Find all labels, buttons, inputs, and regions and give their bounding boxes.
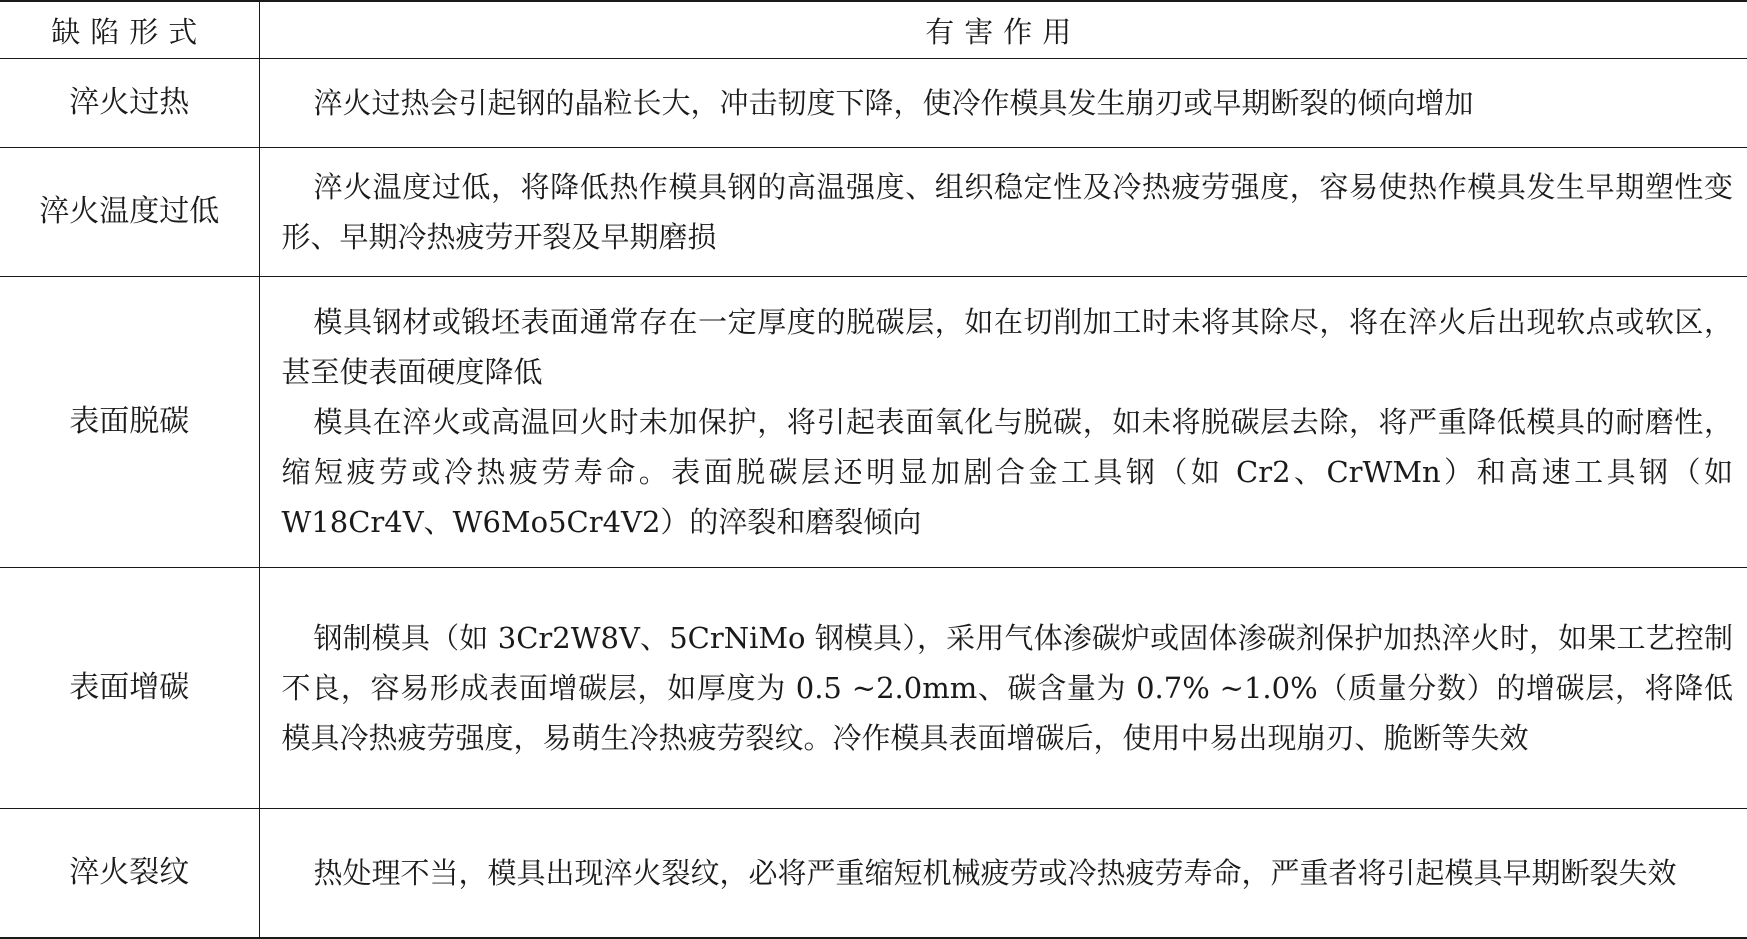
table-body (0, 59, 1747, 939)
header-row (0, 1, 1747, 59)
effect-cell (259, 568, 1747, 809)
effect-text: 热处理不当，模具出现淬火裂纹，必将严重缩短机械疲劳或冷热疲劳寿命，严重者将引起模具早期断裂失效 (313, 856, 1677, 890)
effect-text: 淬火过热会引起钢的晶粒长大，冲击韧度下降，使冷作模具发生崩刃或早期断裂的倾向增加 (313, 86, 1474, 120)
table-row (0, 277, 1747, 568)
defect-cell (0, 568, 259, 809)
effect-text: 钢制模具（如 3Cr2W8V、5CrNiMo 钢模具），采用气体渗碳炉或固体渗碳剂保护加热淬火时，如果工艺控制不良，容易形成表面增碳层，如厚度为 0.5 ~2.0mm、碳含量为 0.7% ~1.0%（质量分数）的增碳层，将降低模具冷热疲劳强度，易萌生冷热疲劳裂纹。冷作模具表面增碳后，使用中易出现崩刃、脆断等失效 (281, 621, 1733, 755)
defect-name: 淬火裂纹 (69, 855, 190, 890)
defect-cell (0, 59, 259, 148)
defect-cell (0, 809, 259, 939)
header-harmful-effect: 有害作用 (259, 1, 1747, 59)
defect-name: 表面增碳 (69, 670, 190, 705)
effect-cell (259, 148, 1747, 277)
table-row (0, 59, 1747, 148)
table-row (0, 148, 1747, 277)
effect-text: 模具钢材或锻坯表面通常存在一定厚度的脱碳层，如在切削加工时未将其除尽，将在淬火后出现软点或软区，甚至使表面硬度降低 (281, 305, 1733, 389)
effect-text: 模具在淬火或高温回火时未加保护，将引起表面氧化与脱碳，如未将脱碳层去除，将严重降低模具的耐磨性，缩短疲劳或冷热疲劳寿命。表面脱碳层还明显加剧合金工具钢（如 Cr2、CrWMn）和高速工具钢（如 W18Cr4V、W6Mo5Cr4V2）的淬裂和磨裂倾向 (281, 405, 1733, 539)
effect-cell (259, 59, 1747, 148)
defect-cell (0, 277, 259, 568)
defect-name: 淬火过热 (69, 85, 190, 120)
effect-cell (259, 809, 1747, 939)
defect-name: 淬火温度过低 (39, 194, 220, 229)
effect-cell (259, 277, 1747, 568)
table-row (0, 568, 1747, 809)
table-row (0, 809, 1747, 939)
header-defect-form: 缺陷形式 (0, 1, 259, 59)
table-header (0, 1, 1747, 59)
defect-name: 表面脱碳 (69, 404, 190, 439)
defect-cell (0, 148, 259, 277)
effect-text: 淬火温度过低，将降低热作模具钢的高温强度、组织稳定性及冷热疲劳强度，容易使热作模具发生早期塑性变形、早期冷热疲劳开裂及早期磨损 (281, 170, 1733, 254)
